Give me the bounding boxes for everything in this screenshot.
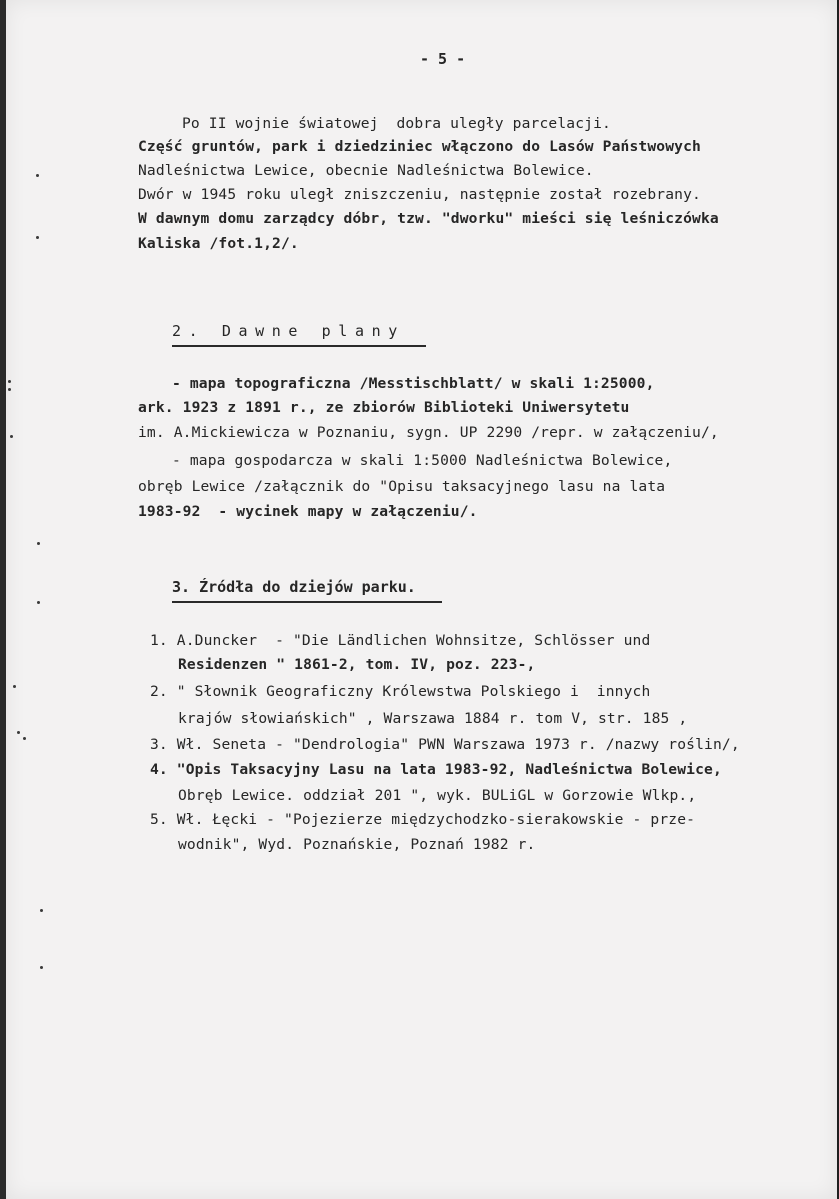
source-line: 3. Wł. Seneta - "Dendrologia" PWN Warszawa 1973 r. /nazwy roślin/, <box>150 736 740 753</box>
source-line: Residenzen " 1861-2, tom. IV, poz. 223-, <box>178 656 536 673</box>
plan-line: im. A.Mickiewicza w Poznaniu, sygn. UP 2290 /repr. w załączeniu/, <box>138 424 719 441</box>
section-heading-sources: 3. Źródła do dziejów parku. <box>172 578 442 603</box>
source-line: 4. "Opis Taksacyjny Lasu na lata 1983-92, Nadleśnictwa Bolewice, <box>150 761 722 778</box>
margin-mark <box>40 909 43 912</box>
paragraph-line: Kaliska /fot.1,2/. <box>138 235 299 252</box>
source-line: krajów słowiańskich" , Warszawa 1884 r. tom V, str. 185 , <box>178 710 688 727</box>
typewritten-page <box>6 0 837 1199</box>
margin-mark <box>23 737 26 740</box>
paragraph-line: Po II wojnie światowej dobra uległy parcelacji. <box>182 115 611 132</box>
margin-mark <box>37 542 40 545</box>
margin-mark <box>40 966 43 969</box>
source-line: 5. Wł. Łęcki - "Pojezierze międzychodzko-sierakowskie - prze- <box>150 811 696 828</box>
paragraph-line: W dawnym domu zarządcy dóbr, tzw. "dworku" mieści się leśniczówka <box>138 210 719 227</box>
margin-mark <box>37 601 40 604</box>
source-line: wodnik", Wyd. Poznańskie, Poznań 1982 r. <box>178 836 536 853</box>
plan-line: - mapa topograficzna /Messtischblatt/ w skali 1:25000, <box>172 375 655 392</box>
paragraph-line: Nadleśnictwa Lewice, obecnie Nadleśnictwa Bolewice. <box>138 162 594 179</box>
plan-line: 1983-92 - wycinek mapy w załączeniu/. <box>138 503 478 520</box>
margin-mark <box>10 435 13 438</box>
margin-mark <box>36 174 39 177</box>
section-heading-dawne-plany: 2. Dawne plany <box>172 322 426 347</box>
plan-line: obręb Lewice /załącznik do "Opisu taksacyjnego lasu na lata <box>138 478 666 495</box>
page-number: - 5 - <box>420 50 466 68</box>
source-line: Obręb Lewice. oddział 201 ", wyk. BULiGL w Gorzowie Wlkp., <box>178 787 697 804</box>
paragraph-line: Część gruntów, park i dziedziniec włączono do Lasów Państwowych <box>138 138 701 155</box>
plan-line: ark. 1923 z 1891 r., ze zbiorów Biblioteki Uniwersytetu <box>138 399 630 416</box>
paragraph-line: Dwór w 1945 roku uległ zniszczeniu, następnie został rozebrany. <box>138 186 701 203</box>
plan-line: - mapa gospodarcza w skali 1:5000 Nadleśnictwa Bolewice, <box>172 452 673 469</box>
margin-mark <box>17 731 20 734</box>
margin-mark <box>36 236 39 239</box>
margin-mark <box>8 380 11 383</box>
source-line: 1. A.Duncker - "Die Ländlichen Wohnsitze, Schlösser und <box>150 632 651 649</box>
source-line: 2. " Słownik Geograficzny Królewstwa Polskiego i innych <box>150 683 651 700</box>
margin-mark <box>8 388 11 391</box>
margin-mark <box>13 685 16 688</box>
